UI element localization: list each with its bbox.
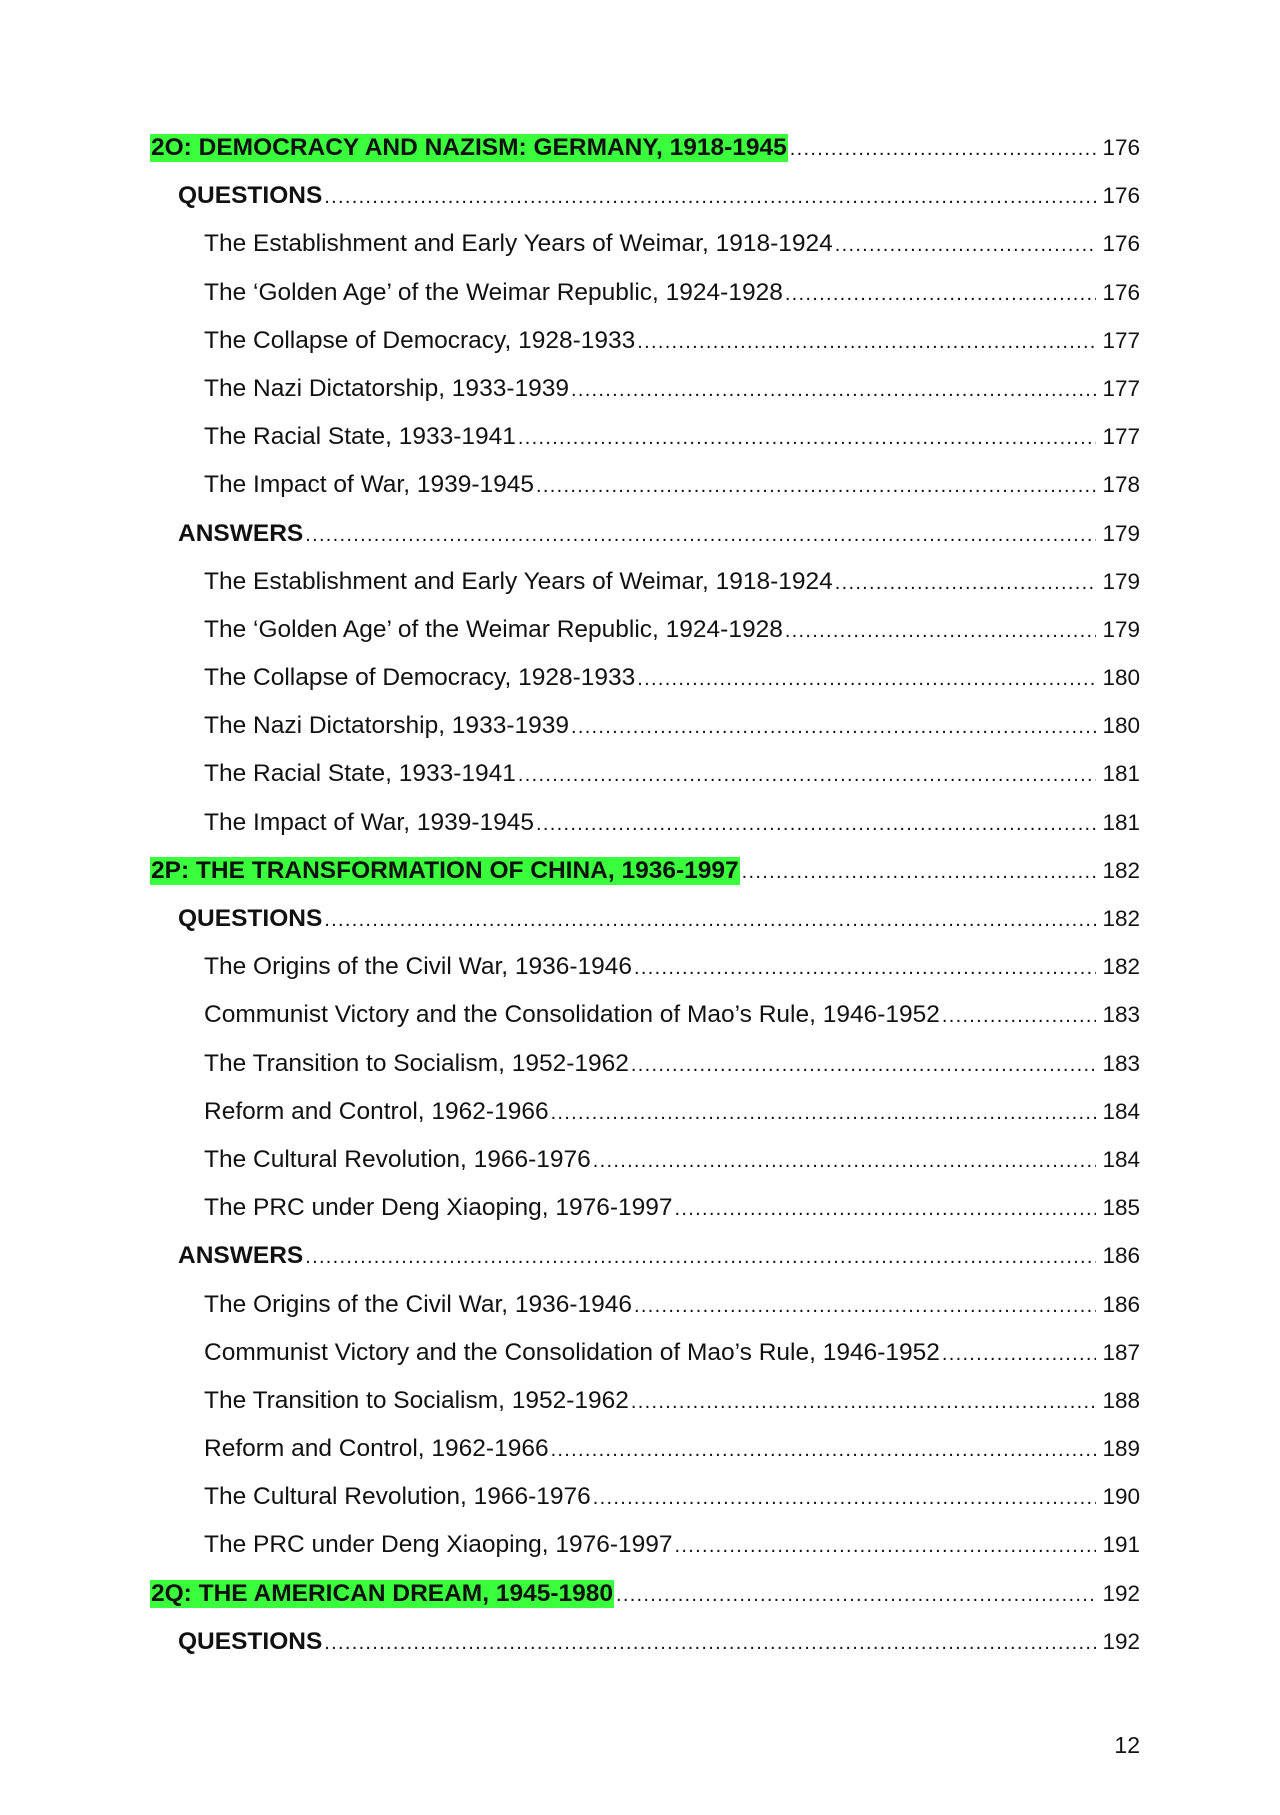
toc-entry-page: 182 — [1102, 954, 1140, 980]
dot-leader — [571, 716, 1096, 739]
dot-leader — [536, 813, 1096, 836]
dot-leader — [675, 1535, 1097, 1558]
toc-entry-title: QUESTIONS — [178, 182, 323, 210]
dot-leader — [324, 1632, 1096, 1655]
toc-entry-title: Reform and Control, 1962-1966 — [204, 1435, 549, 1463]
toc-entry-page: 181 — [1102, 761, 1140, 787]
toc-entry-title: The Transition to Socialism, 1952-1962 — [204, 1049, 629, 1077]
toc-entry-title: ANSWERS — [178, 1242, 304, 1270]
toc-entry-title: The Racial State, 1933-1941 — [204, 760, 516, 788]
toc-entry[interactable] — [150, 616, 1140, 664]
toc-entry-page: 191 — [1102, 1532, 1140, 1558]
toc-entry-title: The ‘Golden Age’ of the Weimar Republic, 1924-1928 — [204, 278, 783, 306]
toc-entry[interactable] — [150, 375, 1140, 423]
dot-leader — [790, 138, 1097, 161]
toc-subsection-heading[interactable] — [150, 905, 1140, 953]
toc-entry-page: 186 — [1102, 1291, 1140, 1317]
toc-entry-page: 176 — [1102, 135, 1140, 160]
toc-entry[interactable] — [150, 664, 1140, 712]
toc-entry-title: The Racial State, 1933-1941 — [204, 423, 516, 451]
toc-entry-page: 177 — [1102, 424, 1140, 450]
toc-entry-page: 176 — [1102, 231, 1140, 257]
toc-entry-page: 178 — [1102, 472, 1140, 498]
page-number: 12 — [1114, 1732, 1140, 1758]
toc-entry-title: The ‘Golden Age’ of the Weimar Republic, 1924-1928 — [204, 615, 783, 643]
dot-leader — [785, 283, 1097, 306]
dot-leader — [942, 1005, 1097, 1028]
toc-entry-title: QUESTIONS — [178, 905, 323, 932]
dot-leader — [631, 1054, 1097, 1077]
dot-leader — [675, 1198, 1097, 1221]
toc-entry[interactable] — [150, 230, 1140, 278]
toc-entry-page: 179 — [1102, 568, 1140, 594]
toc-entry-page: 184 — [1102, 1098, 1140, 1124]
toc-entry-page: 192 — [1102, 1628, 1140, 1654]
toc-entry-title: The Establishment and Early Years of Weimar, 1918-1924 — [204, 567, 833, 595]
toc-subsection-heading[interactable] — [150, 1242, 1140, 1290]
toc-entry[interactable] — [150, 1339, 1140, 1387]
toc-entry[interactable] — [150, 1387, 1140, 1435]
dot-leader — [634, 957, 1096, 980]
dot-leader — [551, 1102, 1097, 1125]
toc-entry-page: 190 — [1102, 1484, 1140, 1510]
toc-entry-page: 187 — [1102, 1339, 1140, 1365]
toc-entry-title: The Nazi Dictatorship, 1933-1939 — [204, 374, 569, 402]
toc-section-heading[interactable] — [150, 134, 1140, 182]
toc-section-heading[interactable] — [150, 1580, 1140, 1628]
dot-leader — [631, 1391, 1097, 1414]
toc-entry-page: 181 — [1102, 809, 1140, 835]
toc-entry-page: 177 — [1102, 327, 1140, 353]
toc-entry[interactable] — [150, 1098, 1140, 1146]
dot-leader — [637, 331, 1096, 354]
toc-entry[interactable] — [150, 1001, 1140, 1049]
toc-entry-page: 180 — [1102, 713, 1140, 739]
dot-leader — [551, 1439, 1097, 1462]
toc-entry-page: 185 — [1102, 1195, 1140, 1221]
toc-entry[interactable] — [150, 279, 1140, 327]
toc-entry-title: The Collapse of Democracy, 1928-1933 — [204, 326, 636, 354]
toc-entry-page: 179 — [1102, 616, 1140, 642]
toc-entry[interactable] — [150, 809, 1140, 857]
toc-entry-page: 192 — [1102, 1580, 1140, 1606]
toc-entry-page: 179 — [1102, 520, 1140, 546]
highlighted-section-title: 2O: DEMOCRACY AND NAZISM: GERMANY, 1918-1945 — [151, 134, 787, 161]
toc-entry-title: Reform and Control, 1962-1966 — [204, 1097, 549, 1125]
dot-leader — [835, 234, 1097, 257]
toc-subsection-heading[interactable] — [150, 1628, 1140, 1676]
toc-entry-page: 183 — [1102, 1002, 1140, 1028]
dot-leader — [616, 1584, 1096, 1607]
toc-entry-page: 176 — [1102, 183, 1140, 209]
toc-entry-title: The Impact of War, 1939-1945 — [204, 471, 535, 499]
dot-leader — [593, 1487, 1097, 1510]
toc-entry[interactable] — [150, 471, 1140, 519]
toc-entry[interactable] — [150, 1194, 1140, 1242]
toc-entry[interactable] — [150, 712, 1140, 760]
toc-entry[interactable] — [150, 327, 1140, 375]
toc-entry-title: The Transition to Socialism, 1952-1962 — [204, 1386, 629, 1414]
toc-entry[interactable] — [150, 1435, 1140, 1483]
toc-entry-title: The Collapse of Democracy, 1928-1933 — [204, 664, 636, 692]
toc-entry-title: Communist Victory and the Consolidation of Mao’s Rule, 1946-1952 — [204, 1001, 940, 1029]
toc-section-heading[interactable] — [150, 857, 1140, 905]
toc-entry-title: The Cultural Revolution, 1966-1976 — [204, 1483, 591, 1511]
toc-entry[interactable] — [150, 953, 1140, 1001]
toc-entry[interactable] — [150, 1146, 1140, 1194]
toc-entry-page: 188 — [1102, 1387, 1140, 1413]
toc-entry-page: 182 — [1102, 906, 1140, 931]
toc-entry[interactable] — [150, 1531, 1140, 1579]
dot-leader — [742, 861, 1097, 884]
highlighted-section-title: 2Q: THE AMERICAN DREAM, 1945-1980 — [151, 1579, 613, 1607]
toc-entry[interactable] — [150, 1483, 1140, 1531]
dot-leader — [518, 427, 1097, 450]
toc-entry[interactable] — [150, 1291, 1140, 1339]
toc-entry-title: The Nazi Dictatorship, 1933-1939 — [204, 712, 569, 740]
toc-entry-title: The Origins of the Civil War, 1936-1946 — [204, 1290, 633, 1318]
dot-leader — [305, 524, 1096, 547]
toc-entry-title: The Cultural Revolution, 1966-1976 — [204, 1145, 591, 1173]
toc-entry-title: QUESTIONS — [178, 1627, 323, 1655]
dot-leader — [785, 620, 1097, 643]
toc-entry[interactable] — [150, 760, 1140, 808]
toc-entry[interactable] — [150, 568, 1140, 616]
toc-entry-title: The PRC under Deng Xiaoping, 1976-1997 — [204, 1531, 673, 1559]
toc-subsection-heading[interactable] — [150, 182, 1140, 230]
toc-entry[interactable] — [150, 1050, 1140, 1098]
toc-entry-page: 184 — [1102, 1146, 1140, 1172]
dot-leader — [324, 186, 1096, 209]
dot-leader — [637, 668, 1096, 691]
toc-entry-title: The PRC under Deng Xiaoping, 1976-1997 — [204, 1194, 673, 1222]
toc-entry[interactable] — [150, 423, 1140, 471]
dot-leader — [305, 1246, 1096, 1269]
toc-entry-title: The Establishment and Early Years of Weimar, 1918-1924 — [204, 230, 833, 258]
dot-leader — [536, 475, 1096, 498]
toc-entry-page: 183 — [1102, 1050, 1140, 1076]
dot-leader — [518, 764, 1097, 787]
dot-leader — [942, 1343, 1097, 1366]
toc-entry-title: Communist Victory and the Consolidation of Mao’s Rule, 1946-1952 — [204, 1338, 940, 1366]
toc-entry-page: 180 — [1102, 665, 1140, 691]
toc-subsection-heading[interactable] — [150, 520, 1140, 568]
toc-entry-page: 176 — [1102, 279, 1140, 305]
toc-entry-page: 189 — [1102, 1436, 1140, 1462]
toc-entry-title: ANSWERS — [178, 519, 304, 547]
toc-entry-page: 186 — [1102, 1243, 1140, 1269]
dot-leader — [634, 1295, 1096, 1318]
highlighted-section-title: 2P: THE TRANSFORMATION OF CHINA, 1936-1997 — [151, 856, 739, 884]
toc-entry-page: 177 — [1102, 375, 1140, 401]
dot-leader — [835, 572, 1097, 595]
dot-leader — [324, 909, 1096, 932]
toc-entry-page: 182 — [1102, 857, 1140, 883]
toc-entry-title: The Origins of the Civil War, 1936-1946 — [204, 953, 633, 981]
dot-leader — [571, 379, 1096, 402]
toc-entry-title: The Impact of War, 1939-1945 — [204, 808, 535, 836]
dot-leader — [593, 1150, 1097, 1173]
table-of-contents — [150, 134, 1140, 1676]
